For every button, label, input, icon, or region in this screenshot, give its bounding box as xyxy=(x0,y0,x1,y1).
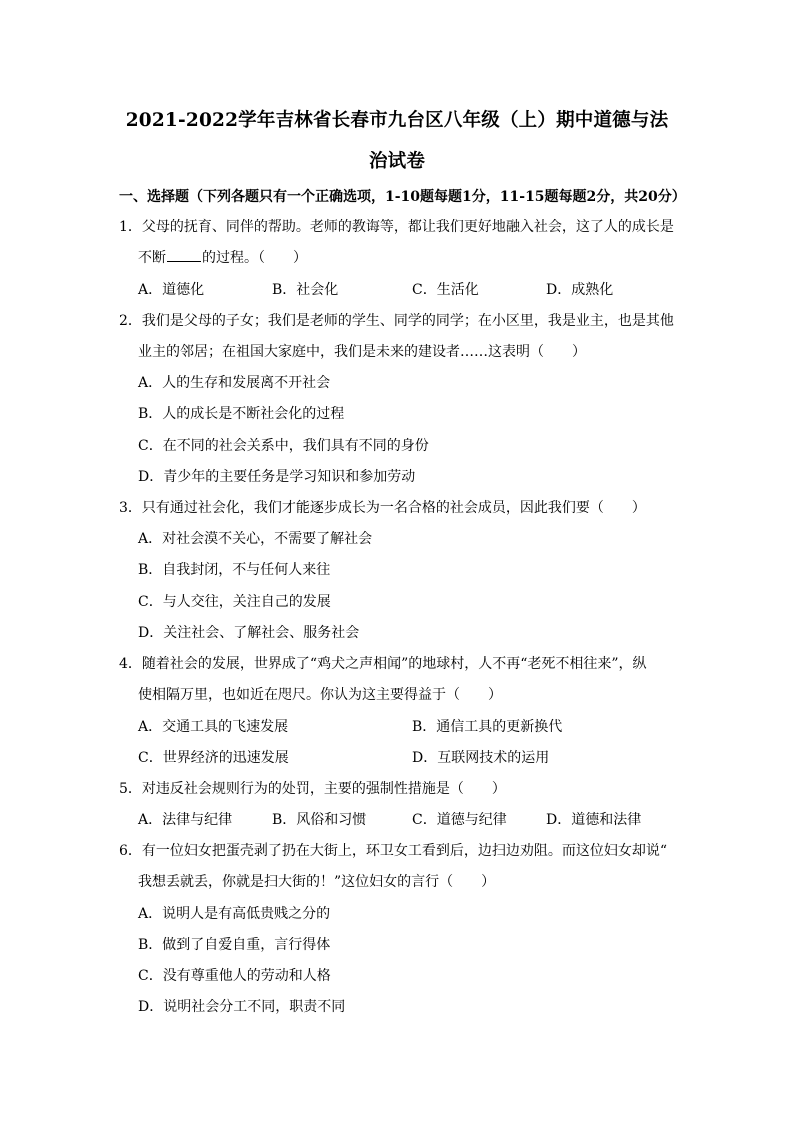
question-1-option-b: B．社会化 xyxy=(272,282,339,298)
question-3-option-a: A．对社会漠不关心，不需要了解社会 xyxy=(138,531,373,547)
question-text: 对违反社会规则行为的处罚，主要的强制性措施是（ ） xyxy=(141,781,506,797)
question-text: 的过程。（ ） xyxy=(202,250,307,266)
question-text: 只有通过社会化，我们才能逐步成长为一名合格的社会成员，因此我们要（ ） xyxy=(141,500,646,516)
question-3-option-b: B．自我封闭，不与任何人来往 xyxy=(138,562,331,578)
question-3-option-d: D．关注社会、了解社会、服务社会 xyxy=(138,625,360,641)
question-text: 不断 xyxy=(138,250,166,266)
question-6-option-b: B．做到了自爱自重，言行得体 xyxy=(138,937,331,953)
question-1-option-a: A．道德化 xyxy=(138,282,205,298)
question-text: 父母的抚育、同伴的帮助。老师的教诲等，都让我们更好地融入社会，这了人的成长是 xyxy=(141,219,674,235)
question-6-option-a: A．说明人是有高低贵贱之分的 xyxy=(138,906,331,922)
question-6-stem-line1 xyxy=(119,842,667,860)
question-3-option-c: C．与人交往，关注自己的发展 xyxy=(138,594,331,610)
question-number: 4． xyxy=(119,656,142,672)
question-1-option-d: D．成熟化 xyxy=(546,282,614,298)
question-4-option-d: D．互联网技术的运用 xyxy=(412,750,550,766)
question-5-option-c: C．道德与纪律 xyxy=(412,812,507,828)
question-number: 3． xyxy=(119,500,142,516)
exam-title-line2: 治试卷 xyxy=(368,151,426,172)
question-2-stem-line2: 业主的邻居；在祖国大家庭中，我们是未来的建设者……这表明（ ） xyxy=(138,344,586,360)
answer-blank xyxy=(167,249,201,262)
question-4-stem-line1 xyxy=(119,655,647,673)
question-1-option-c: C．生活化 xyxy=(412,282,479,298)
question-2-option-d: D．青少年的主要任务是学习知识和参加劳动 xyxy=(138,469,416,485)
question-number: 5． xyxy=(119,781,142,797)
question-4-option-c: C．世界经济的迅速发展 xyxy=(138,750,289,766)
question-2-option-c: C．在不同的社会关系中，我们具有不同的身份 xyxy=(138,438,429,454)
question-4-stem-line2: 使相隔万里，也如近在咫尺。你认为这主要得益于（ ） xyxy=(138,687,502,703)
question-text: 我们是父母的子女；我们是老师的学生、同学的同学；在小区里，我是业主，也是其他 xyxy=(141,313,674,329)
question-2-stem-line1 xyxy=(119,312,674,330)
question-1-stem-line2 xyxy=(138,249,307,267)
section-header: 一、选择题（下列各题只有一个正确选项，1-10题每题1分，11-15题每题2分，共20分） xyxy=(119,189,686,205)
question-3-stem-line1 xyxy=(119,499,646,517)
question-6-stem-line2: 我想丢就丢，你就是扫大街的！”这位妇女的言行（ ） xyxy=(138,874,496,890)
question-text: 随着社会的发展，世界成了“鸡犬之声相闻”的地球村，人不再“老死不相往来”，纵 xyxy=(141,656,647,672)
question-2-option-b: B．人的成长是不断社会化的过程 xyxy=(138,406,345,422)
question-5-option-d: D．道德和法律 xyxy=(546,812,642,828)
question-5-option-b: B．风俗和习惯 xyxy=(272,812,367,828)
question-4-option-a: A．交通工具的飞速发展 xyxy=(138,719,289,735)
question-5-stem-line1 xyxy=(119,780,506,798)
question-number: 2． xyxy=(119,313,142,329)
question-1-stem-line1 xyxy=(119,218,674,236)
question-5-option-a: A．法律与纪律 xyxy=(138,812,233,828)
question-number: 6． xyxy=(119,843,142,859)
question-6-option-d: D．说明社会分工不同，职责不同 xyxy=(138,999,346,1015)
question-6-option-c: C．没有尊重他人的劳动和人格 xyxy=(138,968,331,984)
question-4-option-b: B．通信工具的更新换代 xyxy=(412,719,563,735)
exam-title-line1: 2021-2022学年吉林省长春市九台区八年级（上）期中道德与法 xyxy=(125,110,669,131)
question-text: 有一位妇女把蛋壳剥了扔在大街上，环卫女工看到后，边扫边劝阻。而这位妇女却说“ xyxy=(141,843,668,859)
question-2-option-a: A．人的生存和发展离不开社会 xyxy=(138,375,331,391)
question-number: 1． xyxy=(119,219,142,235)
